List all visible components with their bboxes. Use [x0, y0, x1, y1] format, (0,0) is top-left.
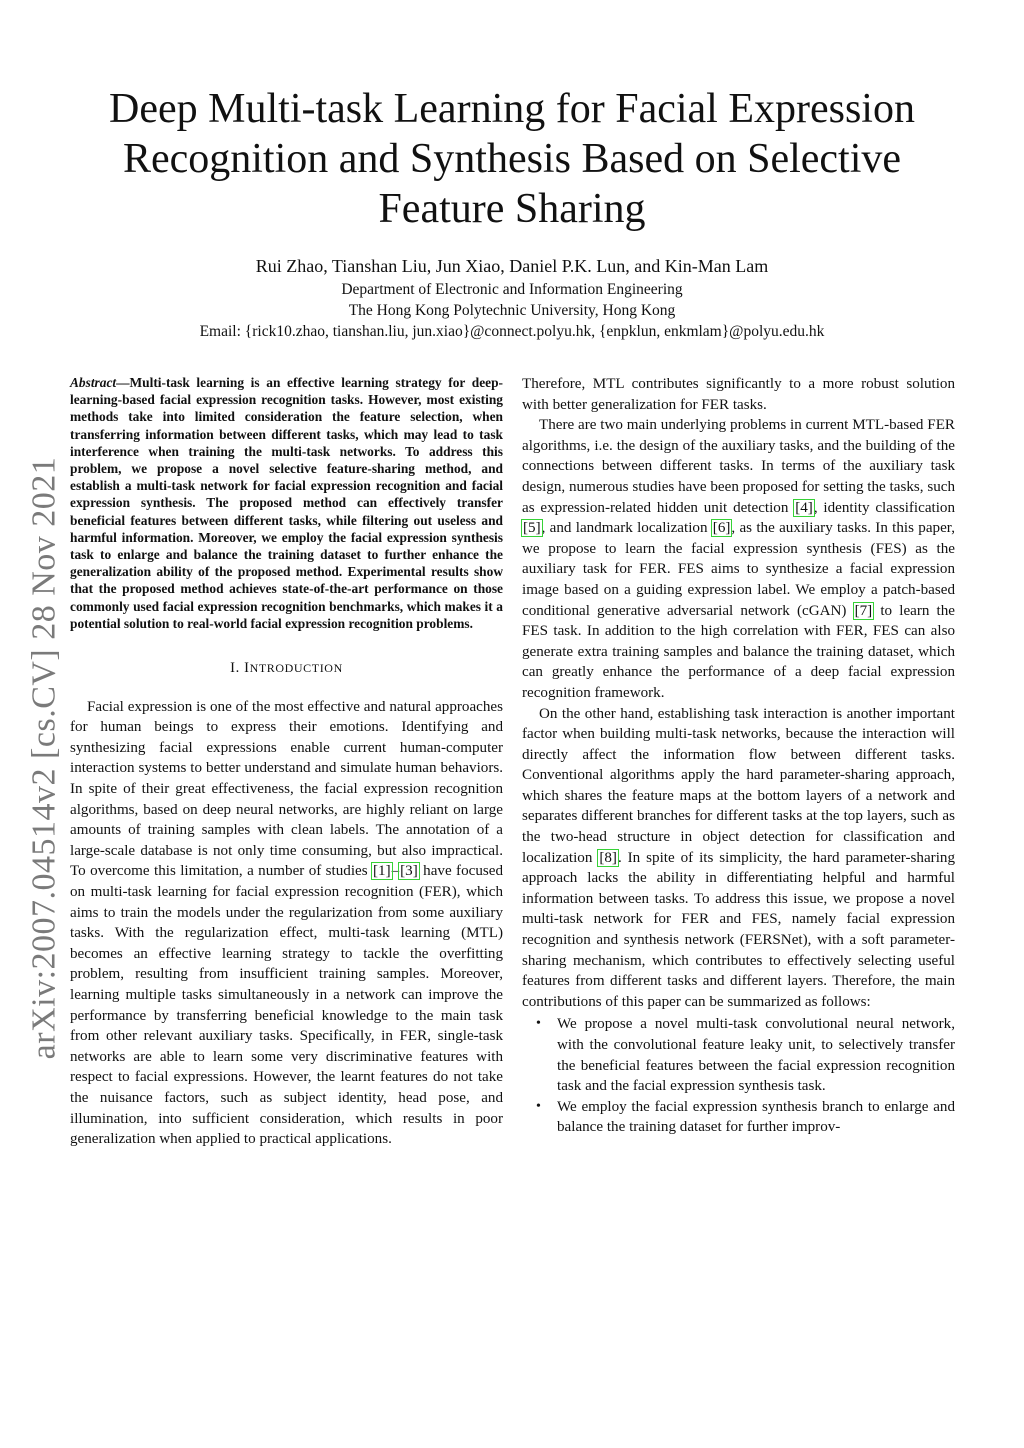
bullet-icon: • — [536, 1098, 541, 1114]
paragraph-text: There are two main underlying problems in current MTL-based FER algorithms, i.e. the design of the auxiliary tasks, and the building of the connections between different tasks. In terms of the auxiliary task design, numerous studies have been proposed for setting the tasks, such as expression-related hidden unit detection — [522, 417, 955, 516]
citation-link[interactable]: [8] — [599, 849, 617, 866]
left-column — [70, 374, 503, 1150]
paragraph-text: , identity classification — [813, 499, 955, 516]
paragraph-text: to learn the FES task. In addition to the high correlation with FER, FES can also generate extra training samples and balance the training dataset, which can greatly enhance the performance of a deep facial expression recognition framework. — [522, 602, 955, 701]
paragraph-text: Facial expression is one of the most effective and natural approaches for human beings to express their emotions. Identifying and synthesizing facial expressions enable current human-computer interaction systems to better understand and simulate human behaviors. In spite of their great effectiveness, the facial expression recognition algorithms, based on deep neural networks, are highly reliant on large amounts of training samples with clean labels. The annotation of a large-scale database is not only time consuming, but also impractical. To overcome this limitation, a number of studies — [70, 698, 503, 880]
intro-paragraph-3 — [522, 704, 955, 1013]
affiliation-block — [60, 279, 964, 342]
citation-link[interactable]: [3] — [400, 863, 418, 880]
citation-link[interactable]: [5] — [523, 520, 541, 537]
abstract-dash: — — [116, 375, 130, 390]
list-item — [522, 1097, 955, 1138]
paragraph-text: . In spite of its simplicity, the hard parameter-sharing approach lacks the ability in differentiating helpful and harmful information between tasks. To address this issue, we propose a novel multi-task network for FER and FES, namely facial expression recognition and synthesis network (FERSNet), with a soft parameter-sharing mechanism, which contributes to effectively selecting useful features from different tasks and different layers. Therefore, the main contributions of this paper can be summarized as follows: — [522, 849, 955, 1010]
abstract-label: Abstract — [70, 375, 117, 390]
university: The Hong Kong Polytechnic University, Hong Kong — [348, 302, 676, 319]
intro-paragraph-continued: Therefore, MTL contributes significantly to a more robust solution with better generalization for FER tasks. — [522, 376, 955, 413]
citation-link[interactable]: [1] — [373, 863, 391, 880]
paragraph-text: , and landmark localization — [541, 520, 712, 537]
list-item-text: We employ the facial expression synthesis branch to enlarge and balance the training dataset for further improv- — [557, 1098, 955, 1136]
list-item-text: We propose a novel multi-task convolutional neural network, with the convolutional feature leaky unit, to selectively transfer the beneficial features between the facial expression recognition task and the facial expression synthesis task. — [557, 1016, 955, 1095]
contributions-list — [522, 1014, 955, 1138]
intro-paragraph-1 — [70, 697, 503, 1150]
citation-link[interactable]: [6] — [712, 520, 731, 537]
paragraph-text: , as the auxiliary tasks. In this paper, we propose to learn the facial expression synthesis (FES) as the auxiliary task for FER. FES aims to synthesize a facial expression image based on a guiding expression label. We employ a patch-based conditional generative adversarial network (cGAN) — [522, 520, 955, 619]
list-item — [522, 1014, 955, 1096]
paragraph-text: have focused on multi-task learning for facial expression recognition (FER), which aims to train the models under the regularization from some auxiliary tasks. With the regularization effect, multi-task learning (MTL) becomes an effective learning strategy to tackle the overfitting problem, resulting from insufficient training samples. Moreover, learning multiple tasks simultaneously in a network can improve the performance by transferring beneficial knowledge to the main task from other relevant auxiliary tasks. Specifically, in FER, single-task networks are able to learn some very discriminative features with respect to facial expressions. However, the learnt features do not take the nuisance factors, such as subject identity, head pose, and illumination, into sufficient consideration, which results in poor generalization when applied to practical applications. — [70, 863, 503, 1148]
section-heading-introduction — [70, 658, 503, 679]
abstract-text: Multi-task learning is an effective learning strategy for deep-learning-based facial expression recognition tasks. However, most existing methods take into limited consideration the feature selection, when transferring information between different tasks, which may lead to task interference when training the multi-task networks. To address this problem, we propose a novel selective feature-sharing method, and establish a multi-task network for facial expression recognition and facial expression synthesis. The proposed method can effectively transfer beneficial features between different tasks, while filtering out useless and harmful information. Moreover, we employ the facial expression synthesis task to enlarge and balance the training dataset to further enhance the generalization ability of the proposed method. Experimental results show that the proposed method achieves state-of-the-art performance on those commonly used facial expression recognition benchmarks, which makes it a potential solution to real-world facial expression recognition problems. — [70, 375, 503, 631]
arxiv-identifier-text: arXiv:2007.04514v2 [cs.CV] 28 Nov 2021 — [25, 456, 62, 1060]
citation-range-dash: – — [391, 863, 400, 880]
paragraph-text: On the other hand, establishing task interaction is another important factor when building multi-task networks, because the interaction will directly affect the information flow between different tasks. Conventional algorithms apply the hard parameter-sharing approach, which shares the feature maps at the bottom layers of a network and separates different branches for different tasks at the top layers, such as the two-head structure in object detection for classification and localization — [522, 705, 955, 866]
department: Department of Electronic and Information Engineering — [341, 281, 683, 298]
citation-link[interactable]: [4] — [795, 499, 813, 516]
paper-title: Deep Multi-task Learning for Facial Expression Recognition and Synthesis Based on Selective Feature Sharing — [109, 86, 915, 232]
section-title-smallcaps: NTRODUCTION — [249, 661, 343, 676]
intro-paragraph-2 — [522, 415, 955, 703]
email-line: Email: {rick10.zhao, tianshan.liu, jun.xiao}@connect.polyu.hk, {enpklun, enkmlam}@polyu.edu.hk — [199, 323, 825, 340]
right-column — [522, 374, 955, 1138]
bullet-icon: • — [536, 1016, 541, 1032]
arxiv-identifier — [22, 448, 66, 1068]
abstract — [70, 374, 503, 632]
citation-link[interactable]: [7] — [854, 602, 873, 619]
author-list: Rui Zhao, Tianshan Liu, Jun Xiao, Daniel P.K. Lun, and Kin-Man Lam — [255, 256, 769, 276]
section-number: I. I — [230, 660, 250, 677]
